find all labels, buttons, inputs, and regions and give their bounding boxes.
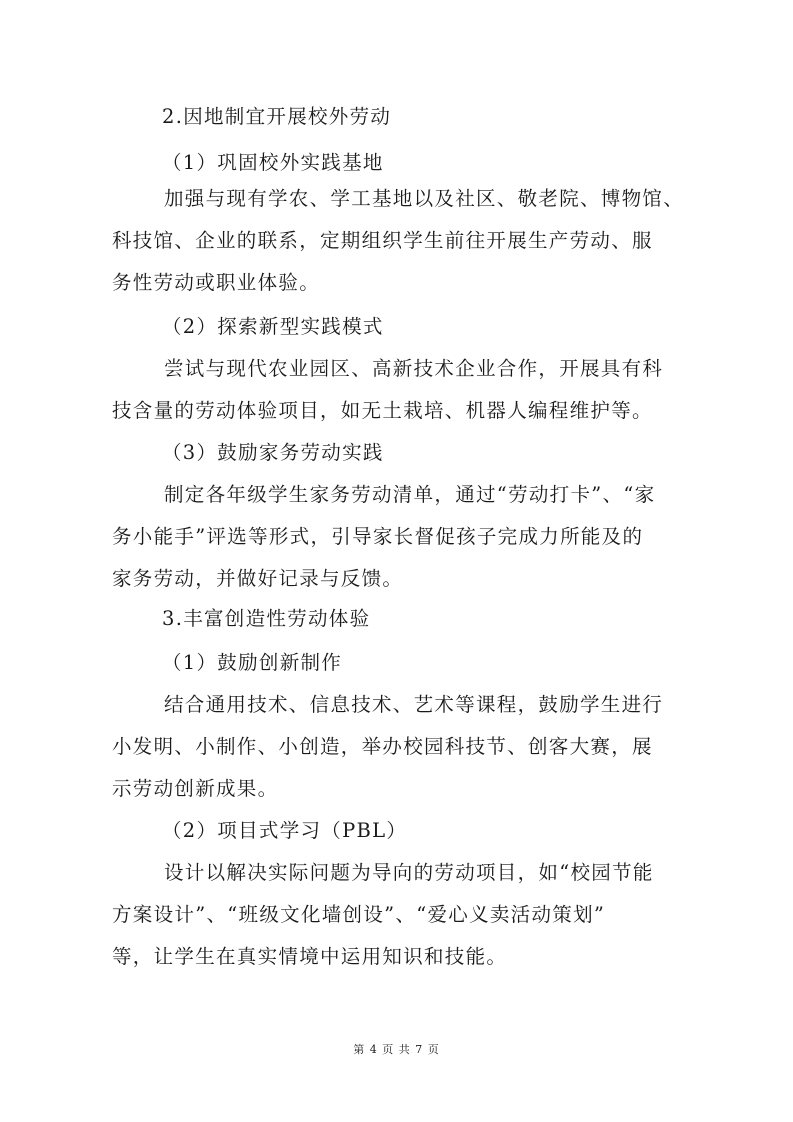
paragraph-line: 等，让学生在真实情境中运用知识和技能。 [112, 945, 508, 968]
paragraph-line: 加强与现有学农、学工基地以及社区、敬老院、博物馆、 [164, 187, 685, 210]
subsection-heading: （1）鼓励创新制作 [162, 651, 343, 674]
paragraph-line: 小发明、小制作、小创造，举办校园科技节、创客大赛，展 [112, 735, 653, 758]
paragraph-line: 示劳动创新成果。 [112, 777, 279, 800]
section-heading: 3.丰富创造性劳动体验 [162, 607, 371, 630]
paragraph-line: 务性劳动或职业体验。 [112, 271, 321, 294]
paragraph-line: 务小能手”评选等形式，引导家长督促孩子完成力所能及的 [112, 525, 644, 548]
subsection-heading: （1）巩固校外实践基地 [162, 151, 384, 174]
page-number: 第 4 页 共 7 页 [353, 1043, 440, 1056]
subsection-heading: （3）鼓励家务劳动实践 [162, 441, 384, 464]
paragraph-line: 方案设计”、“班级文化墙创设”、“爱心义卖活动策划” [112, 903, 606, 926]
paragraph-line: 制定各年级学生家务劳动清单，通过“劳动打卡”、“家 [164, 483, 656, 506]
paragraph-line: 家务劳动，并做好记录与反馈。 [112, 567, 404, 590]
paragraph-line: 技含量的劳动体验项目，如无土栽培、机器人编程维护等。 [112, 399, 653, 422]
paragraph-line: 尝试与现代农业园区、高新技术企业合作，开展具有科 [164, 357, 664, 380]
paragraph-line: 设计以解决实际问题为导向的劳动项目，如“校园节能 [164, 861, 654, 884]
paragraph-line: 科技馆、企业的联系，定期组织学生前往开展生产劳动、服 [112, 229, 653, 252]
section-heading: 2.因地制宜开展校外劳动 [162, 105, 392, 128]
subsection-heading: （2）项目式学习（PBL） [162, 819, 408, 842]
paragraph-line: 结合通用技术、信息技术、艺术等课程，鼓励学生进行 [164, 693, 664, 716]
subsection-heading: （2）探索新型实践模式 [162, 315, 384, 338]
